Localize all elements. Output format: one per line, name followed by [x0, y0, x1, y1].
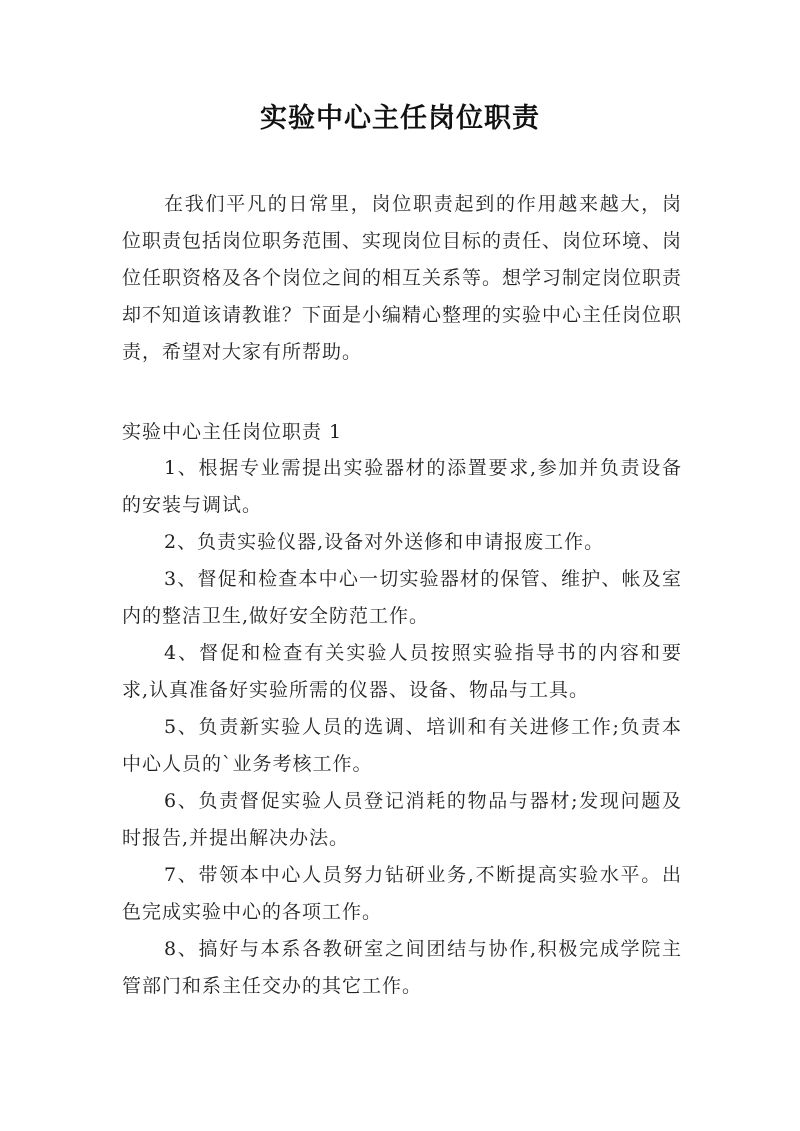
- duty-item-8: 8、搞好与本系各教研室之间团结与协作,积极完成学院主管部门和系主任交办的其它工作。: [122, 938, 682, 997]
- duty-item-1: 1、根据专业需提出实验器材的添置要求,参加并负责设备的安装与调试。: [122, 457, 682, 516]
- section-heading: 实验中心主任岗位职责 1: [122, 421, 343, 443]
- duty-item-7: 7、带领本中心人员努力钻研业务,不断提高实验水平。出色完成实验中心的各项工作。: [122, 864, 682, 923]
- duty-item-3: 3、督促和检查本中心一切实验器材的保管、维护、帐及室内的整洁卫生,做好安全防范工作。: [122, 568, 682, 627]
- duty-list: [122, 450, 682, 1005]
- duty-item-4: 4、督促和检查有关实验人员按照实验指导书的内容和要求,认真准备好实验所需的仪器、设备、物品与工具。: [122, 642, 682, 701]
- duty-item-2: 2、负责实验仪器,设备对外送修和申请报废工作。: [164, 531, 605, 553]
- duty-item-6: 6、负责督促实验人员登记消耗的物品与器材;发现问题及时报告,并提出解决办法。: [122, 790, 682, 849]
- intro-paragraph: 在我们平凡的日常里，岗位职责起到的作用越来越大，岗位职责包括岗位职务范围、实现岗位目标的责任、岗位环境、岗位任职资格及各个岗位之间的相互关系等。想学习制定岗位职责却不知道该请教谁？下面是小编精心整理的实验中心主任岗位职责，希望对大家有所帮助。: [122, 193, 683, 363]
- page-title: 实验中心主任岗位职责: [260, 103, 540, 134]
- duty-item-5: 5、负责新实验人员的选调、培训和有关进修工作;负责本中心人员的`业务考核工作。: [122, 716, 682, 775]
